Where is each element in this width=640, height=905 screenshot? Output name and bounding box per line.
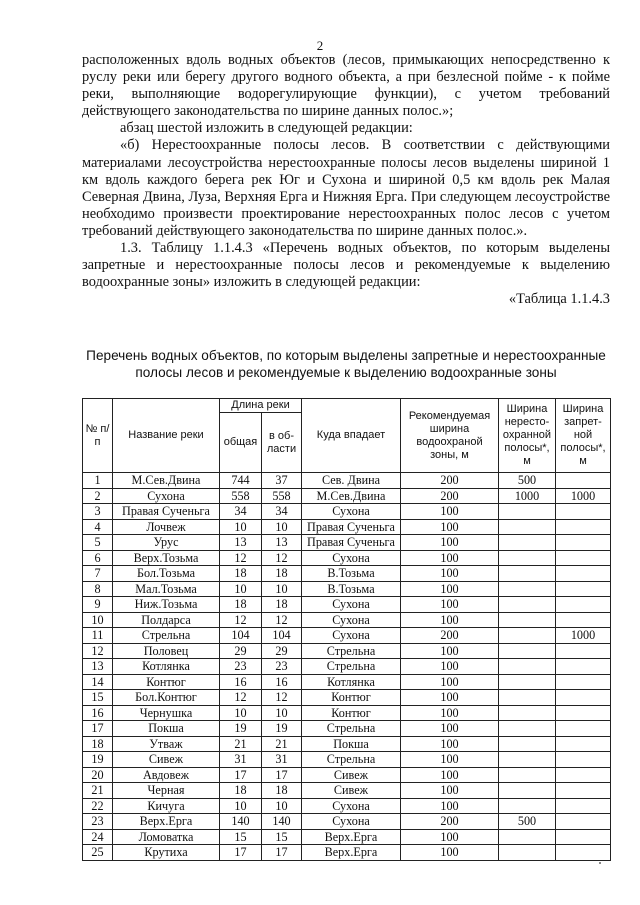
table-row: [83, 721, 611, 737]
length-region: 558: [262, 488, 302, 504]
spawning-width: [499, 767, 556, 783]
length-region: 16: [262, 674, 302, 690]
row-number: 24: [83, 829, 113, 845]
forbidden-width: [556, 783, 611, 799]
length-region: 18: [262, 566, 302, 582]
length-region: 140: [262, 814, 302, 830]
length-total: 15: [220, 829, 262, 845]
recommended-width: 100: [401, 736, 499, 752]
river-name: Кичуга: [113, 798, 220, 814]
recommended-width: 200: [401, 628, 499, 644]
header-spawning: Ширина нересто-охранной полосы*, м: [499, 399, 556, 473]
length-total: 104: [220, 628, 262, 644]
table-row: [83, 736, 611, 752]
table-row: [83, 550, 611, 566]
forbidden-width: [556, 721, 611, 737]
flows-into: Покша: [302, 736, 401, 752]
table-row: [83, 566, 611, 582]
header-num: № п/п: [83, 399, 113, 473]
forbidden-width: [556, 829, 611, 845]
river-name: Бол.Тозьма: [113, 566, 220, 582]
paragraph: расположенных вдоль водных объектов (лесов, примыкающих непосредственно к руслу реки или берегу другого водного объекта, а при безлесной пойме - к пойме реки, выполняющие водорегулирующие функции), с учетом требований действующего законодательства по ширине данных полос.»;: [82, 52, 610, 120]
length-total: 17: [220, 845, 262, 861]
flows-into: Сухона: [302, 504, 401, 520]
recommended-width: 100: [401, 752, 499, 768]
length-total: 12: [220, 690, 262, 706]
recommended-width: 100: [401, 690, 499, 706]
river-name: Лочвеж: [113, 519, 220, 535]
header-forbidden: Ширина запрет-ной полосы*, м: [556, 399, 611, 473]
length-region: 29: [262, 643, 302, 659]
spawning-width: [499, 829, 556, 845]
recommended-width: 100: [401, 845, 499, 861]
recommended-width: 100: [401, 674, 499, 690]
row-number: 23: [83, 814, 113, 830]
length-region: 10: [262, 798, 302, 814]
water-objects-table: [82, 398, 611, 861]
table-row: [83, 535, 611, 551]
row-number: 8: [83, 581, 113, 597]
length-total: 19: [220, 721, 262, 737]
table-row: [83, 504, 611, 520]
recommended-width: 100: [401, 566, 499, 582]
spawning-width: 500: [499, 473, 556, 489]
flows-into: Котлянка: [302, 674, 401, 690]
length-region: 12: [262, 690, 302, 706]
spawning-width: [499, 519, 556, 535]
flows-into: В.Тозьма: [302, 566, 401, 582]
length-region: 23: [262, 659, 302, 675]
length-total: 140: [220, 814, 262, 830]
forbidden-width: [556, 643, 611, 659]
river-name: М.Сев.Двина: [113, 473, 220, 489]
river-name: Урус: [113, 535, 220, 551]
recommended-width: 200: [401, 814, 499, 830]
forbidden-width: [556, 550, 611, 566]
forbidden-width: [556, 597, 611, 613]
header-total: общая: [220, 413, 262, 473]
recommended-width: 100: [401, 705, 499, 721]
forbidden-width: [556, 752, 611, 768]
spawning-width: [499, 674, 556, 690]
river-name: Черная: [113, 783, 220, 799]
row-number: 25: [83, 845, 113, 861]
header-name: Название реки: [113, 399, 220, 473]
row-number: 7: [83, 566, 113, 582]
spawning-width: 500: [499, 814, 556, 830]
table-row: [83, 612, 611, 628]
length-total: 16: [220, 674, 262, 690]
length-total: 18: [220, 783, 262, 799]
flows-into: В.Тозьма: [302, 581, 401, 597]
river-name: Сивеж: [113, 752, 220, 768]
row-number: 2: [83, 488, 113, 504]
page-number: 2: [316, 38, 324, 53]
river-name: Ниж.Тозьма: [113, 597, 220, 613]
recommended-width: 200: [401, 473, 499, 489]
table-row: [83, 845, 611, 861]
length-total: 10: [220, 519, 262, 535]
river-name: Котлянка: [113, 659, 220, 675]
river-name: Правая Сученьга: [113, 504, 220, 520]
flows-into: Сивеж: [302, 783, 401, 799]
recommended-width: 100: [401, 504, 499, 520]
flows-into: Верх.Ерга: [302, 829, 401, 845]
recommended-width: 100: [401, 581, 499, 597]
forbidden-width: [556, 674, 611, 690]
length-total: 18: [220, 566, 262, 582]
table-title: [82, 347, 610, 381]
table-row: [83, 752, 611, 768]
table-row: [83, 488, 611, 504]
row-number: 4: [83, 519, 113, 535]
river-name: Мал.Тозьма: [113, 581, 220, 597]
header-recommended: Рекомендуемая ширина водоохраной зоны, м: [401, 399, 499, 473]
flows-into: Стрельна: [302, 721, 401, 737]
length-total: 13: [220, 535, 262, 551]
forbidden-width: [556, 612, 611, 628]
recommended-width: 100: [401, 550, 499, 566]
length-region: 31: [262, 752, 302, 768]
river-name: Утваж: [113, 736, 220, 752]
forbidden-width: [556, 581, 611, 597]
row-number: 6: [83, 550, 113, 566]
table-row: [83, 705, 611, 721]
row-number: 18: [83, 736, 113, 752]
spawning-width: [499, 597, 556, 613]
spawning-width: [499, 581, 556, 597]
flows-into: Правая Сученьга: [302, 519, 401, 535]
scan-speck: [599, 862, 601, 864]
table-title-line-2: полосы лесов и рекомендуемые к выделению водоохранные зоны: [135, 365, 557, 380]
length-total: 34: [220, 504, 262, 520]
row-number: 10: [83, 612, 113, 628]
spawning-width: [499, 535, 556, 551]
length-region: 37: [262, 473, 302, 489]
paragraph: «Таблица 1.1.4.3: [508, 291, 610, 308]
river-name: Сухона: [113, 488, 220, 504]
length-region: 12: [262, 550, 302, 566]
header-region: в об-ласти: [262, 413, 302, 473]
table-row: [83, 767, 611, 783]
river-name: Стрельна: [113, 628, 220, 644]
length-total: 10: [220, 798, 262, 814]
body-text: [82, 52, 610, 308]
river-name: Бол.Контюг: [113, 690, 220, 706]
river-name: Верх.Тозьма: [113, 550, 220, 566]
length-region: 18: [262, 597, 302, 613]
length-region: 104: [262, 628, 302, 644]
spawning-width: [499, 798, 556, 814]
flows-into: Правая Сученьга: [302, 535, 401, 551]
spawning-width: 1000: [499, 488, 556, 504]
row-number: 15: [83, 690, 113, 706]
river-name: Ломоватка: [113, 829, 220, 845]
row-number: 16: [83, 705, 113, 721]
row-number: 22: [83, 798, 113, 814]
recommended-width: 100: [401, 829, 499, 845]
row-number: 17: [83, 721, 113, 737]
recommended-width: 100: [401, 721, 499, 737]
flows-into: Контюг: [302, 705, 401, 721]
recommended-width: 100: [401, 767, 499, 783]
recommended-width: 100: [401, 643, 499, 659]
forbidden-width: [556, 504, 611, 520]
spawning-width: [499, 783, 556, 799]
spawning-width: [499, 504, 556, 520]
forbidden-width: [556, 814, 611, 830]
table-row: [83, 581, 611, 597]
row-number: 14: [83, 674, 113, 690]
length-region: 19: [262, 721, 302, 737]
length-total: 12: [220, 612, 262, 628]
river-name: Покша: [113, 721, 220, 737]
flows-into: Стрельна: [302, 752, 401, 768]
forbidden-width: [556, 519, 611, 535]
length-total: 10: [220, 705, 262, 721]
recommended-width: 100: [401, 519, 499, 535]
flows-into: Сухона: [302, 612, 401, 628]
table-row: [83, 659, 611, 675]
length-region: 12: [262, 612, 302, 628]
recommended-width: 200: [401, 488, 499, 504]
flows-into: Сивеж: [302, 767, 401, 783]
spawning-width: [499, 845, 556, 861]
length-region: 17: [262, 845, 302, 861]
row-number: 13: [83, 659, 113, 675]
spawning-width: [499, 643, 556, 659]
flows-into: Контюг: [302, 690, 401, 706]
length-region: 17: [262, 767, 302, 783]
length-total: 23: [220, 659, 262, 675]
flows-into: Сев. Двина: [302, 473, 401, 489]
spawning-width: [499, 690, 556, 706]
row-number: 1: [83, 473, 113, 489]
recommended-width: 100: [401, 612, 499, 628]
spawning-width: [499, 736, 556, 752]
river-name: Половец: [113, 643, 220, 659]
flows-into: Сухона: [302, 798, 401, 814]
spawning-width: [499, 705, 556, 721]
spawning-width: [499, 612, 556, 628]
table-row: [83, 473, 611, 489]
spawning-width: [499, 752, 556, 768]
table-title-line-1: Перечень водных объектов, по которым выделены запретные и нерестоохранные: [86, 348, 606, 363]
flows-into: Сухона: [302, 628, 401, 644]
recommended-width: 100: [401, 659, 499, 675]
spawning-width: [499, 550, 556, 566]
paragraph: абзац шестой изложить в следующей редакции:: [120, 120, 413, 137]
flows-into: Стрельна: [302, 643, 401, 659]
river-name: Авдовеж: [113, 767, 220, 783]
table-row: [83, 674, 611, 690]
length-total: 29: [220, 643, 262, 659]
paragraph: 1.3. Таблицу 1.1.4.3 «Перечень водных объектов, по которым выделены запретные и нерестоохранные полосы лесов и рекомендуемые к выделению водоохранные зоны» изложить в следующей редакции:: [82, 240, 610, 291]
length-total: 21: [220, 736, 262, 752]
forbidden-width: [556, 659, 611, 675]
row-number: 3: [83, 504, 113, 520]
length-total: 18: [220, 597, 262, 613]
length-region: 10: [262, 705, 302, 721]
row-number: 19: [83, 752, 113, 768]
length-total: 558: [220, 488, 262, 504]
recommended-width: 100: [401, 597, 499, 613]
row-number: 21: [83, 783, 113, 799]
header-length: Длина реки: [220, 399, 302, 413]
forbidden-width: [556, 845, 611, 861]
flows-into: Сухона: [302, 597, 401, 613]
length-region: 15: [262, 829, 302, 845]
row-number: 20: [83, 767, 113, 783]
forbidden-width: [556, 767, 611, 783]
table-row: [83, 643, 611, 659]
river-name: Чернушка: [113, 705, 220, 721]
forbidden-width: [556, 473, 611, 489]
flows-into: М.Сев.Двина: [302, 488, 401, 504]
forbidden-width: [556, 690, 611, 706]
row-number: 5: [83, 535, 113, 551]
length-region: 13: [262, 535, 302, 551]
flows-into: Верх.Ерга: [302, 845, 401, 861]
table-row: [83, 519, 611, 535]
table-row: [83, 814, 611, 830]
table-row: [83, 597, 611, 613]
river-name: Верх.Ерга: [113, 814, 220, 830]
length-region: 10: [262, 519, 302, 535]
recommended-width: 100: [401, 783, 499, 799]
paragraph: «б) Нерестоохранные полосы лесов. В соответствии с действующими материалами лесоустройства нерестоохранные полосы лесов выделены шириной 1 км вдоль каждого берега рек Юг и Сухона и шириной 0,5 км вдоль рек Малая Северная Двина, Луза, Верхняя Ерга и Нижняя Ерга. При следующем лесоустройстве необходимо произвести проектирование нерестоохранных полос лесов с учетом требований действующего законодательства по ширине данных полос.».: [82, 137, 610, 239]
length-total: 10: [220, 581, 262, 597]
length-total: 12: [220, 550, 262, 566]
river-name: Контюг: [113, 674, 220, 690]
flows-into: Стрельна: [302, 659, 401, 675]
header-flows-into: Куда впадает: [302, 399, 401, 473]
length-region: 18: [262, 783, 302, 799]
spawning-width: [499, 721, 556, 737]
spawning-width: [499, 659, 556, 675]
forbidden-width: [556, 798, 611, 814]
forbidden-width: [556, 566, 611, 582]
forbidden-width: [556, 736, 611, 752]
table-row: [83, 628, 611, 644]
forbidden-width: [556, 705, 611, 721]
table-row: [83, 798, 611, 814]
table-row: [83, 829, 611, 845]
row-number: 9: [83, 597, 113, 613]
length-total: 31: [220, 752, 262, 768]
forbidden-width: 1000: [556, 628, 611, 644]
recommended-width: 100: [401, 535, 499, 551]
river-name: Крутиха: [113, 845, 220, 861]
flows-into: Сухона: [302, 814, 401, 830]
forbidden-width: 1000: [556, 488, 611, 504]
table-row: [83, 690, 611, 706]
length-total: 744: [220, 473, 262, 489]
spawning-width: [499, 628, 556, 644]
flows-into: Сухона: [302, 550, 401, 566]
row-number: 12: [83, 643, 113, 659]
length-region: 10: [262, 581, 302, 597]
forbidden-width: [556, 535, 611, 551]
river-name: Полдарса: [113, 612, 220, 628]
row-number: 11: [83, 628, 113, 644]
recommended-width: 100: [401, 798, 499, 814]
length-total: 17: [220, 767, 262, 783]
spawning-width: [499, 566, 556, 582]
table-row: [83, 783, 611, 799]
length-region: 34: [262, 504, 302, 520]
length-region: 21: [262, 736, 302, 752]
